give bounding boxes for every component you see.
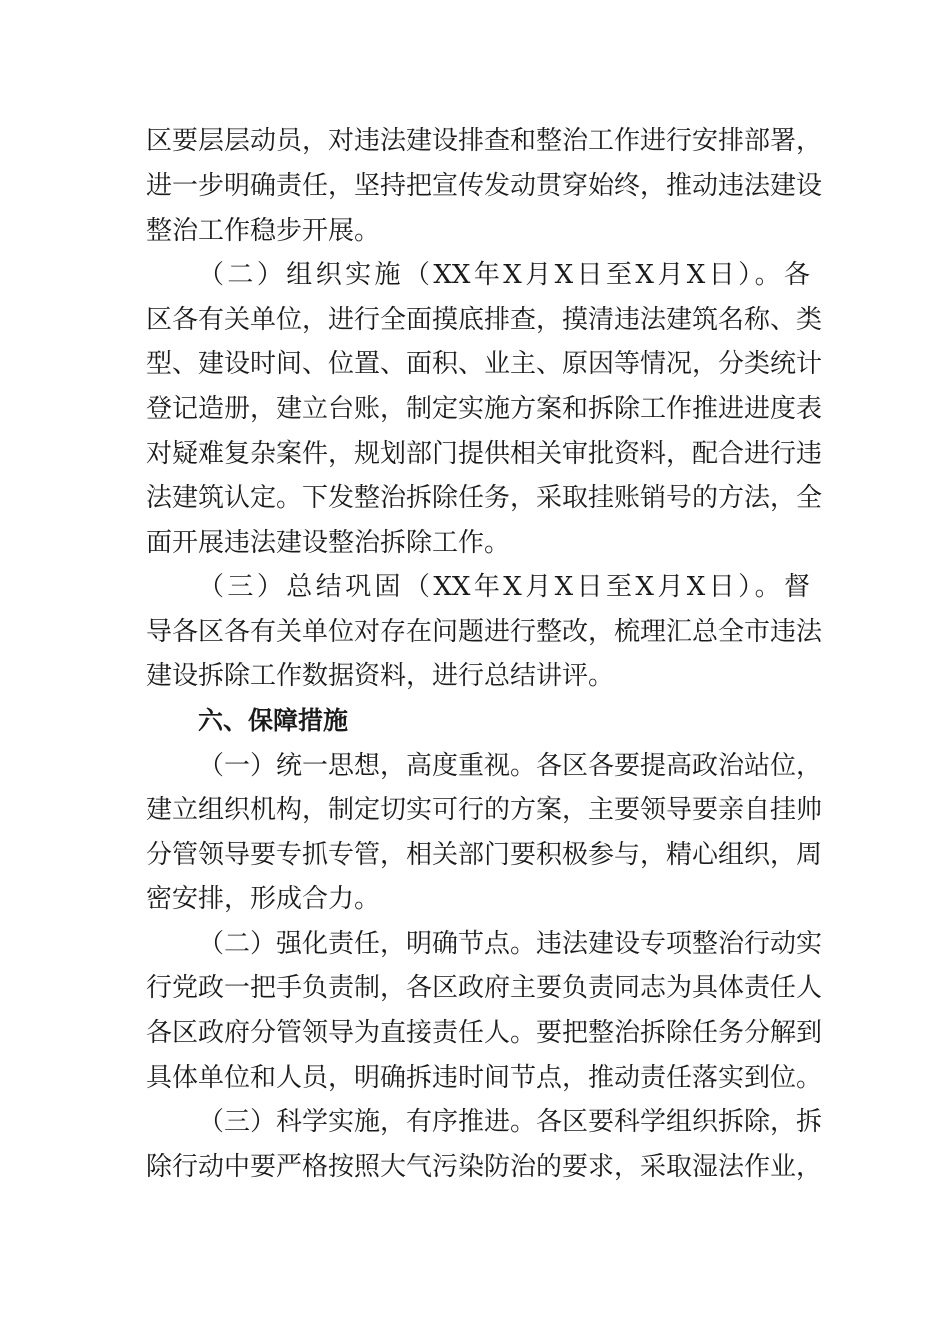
body-text-line: 法建筑认定。下发整治拆除任务，采取挂账销号的方法，全 (146, 483, 823, 513)
body-text-line: 整治工作稳步开展。 (146, 216, 381, 246)
paragraph-start-line: （三）科学实施，有序推进。各区要科学组织拆除，拆 (198, 1107, 823, 1137)
body-text-line: 行党政一把手负责制，各区政府主要负责同志为具体责任人 (146, 973, 823, 1003)
paragraph-start-line: （一）统一思想，高度重视。各区各要提高政治站位， (198, 751, 823, 781)
paragraph-start-line: （二）组织实施（XX年X月X日至X月X日）。各 (198, 260, 810, 290)
body-text-line: 建设拆除工作数据资料，进行总结讲评。 (146, 661, 615, 691)
paragraph-start-line: （三）总结巩固（XX年X月X日至X月X日）。督 (198, 572, 810, 602)
body-text-line: 具体单位和人员，明确拆违时间节点，推动责任落实到位。 (146, 1063, 823, 1093)
body-text-line: 建立组织机构，制定切实可行的方案，主要领导要亲自挂帅 (146, 795, 823, 825)
body-text-line: 区各有关单位，进行全面摸底排查，摸清违法建筑名称、类 (146, 305, 823, 335)
body-text-line: 导各区各有关单位对存在问题进行整改，梳理汇总全市违法 (146, 617, 823, 647)
body-text-line: 除行动中要严格按照大气污染防治的要求，采取湿法作业， (146, 1152, 823, 1182)
body-text-line: 密安排，形成合力。 (146, 884, 381, 914)
body-text-line: 区要层层动员，对违法建设排查和整治工作进行安排部署， (146, 126, 823, 156)
body-text-line: 型、建设时间、位置、面积、业主、原因等情况，分类统计 (146, 349, 823, 379)
body-text-line: 进一步明确责任，坚持把宣传发动贯穿始终，推动违法建设 (146, 171, 823, 201)
section-heading: 六、保障措施 (198, 706, 349, 735)
body-text-line: 登记造册，建立台账，制定实施方案和拆除工作推进进度表 (146, 394, 823, 424)
body-text-line: 对疑难复杂案件，规划部门提供相关审批资料，配合进行违 (146, 439, 823, 469)
body-text-line: 分管领导要专抓专管，相关部门要积极参与，精心组织，周 (146, 840, 823, 870)
body-text-line: 面开展违法建设整治拆除工作。 (146, 528, 511, 558)
paragraph-start-line: （二）强化责任，明确节点。违法建设专项整治行动实 (198, 929, 823, 959)
body-text-line: 各区政府分管领导为直接责任人。要把整治拆除任务分解到 (146, 1018, 823, 1048)
